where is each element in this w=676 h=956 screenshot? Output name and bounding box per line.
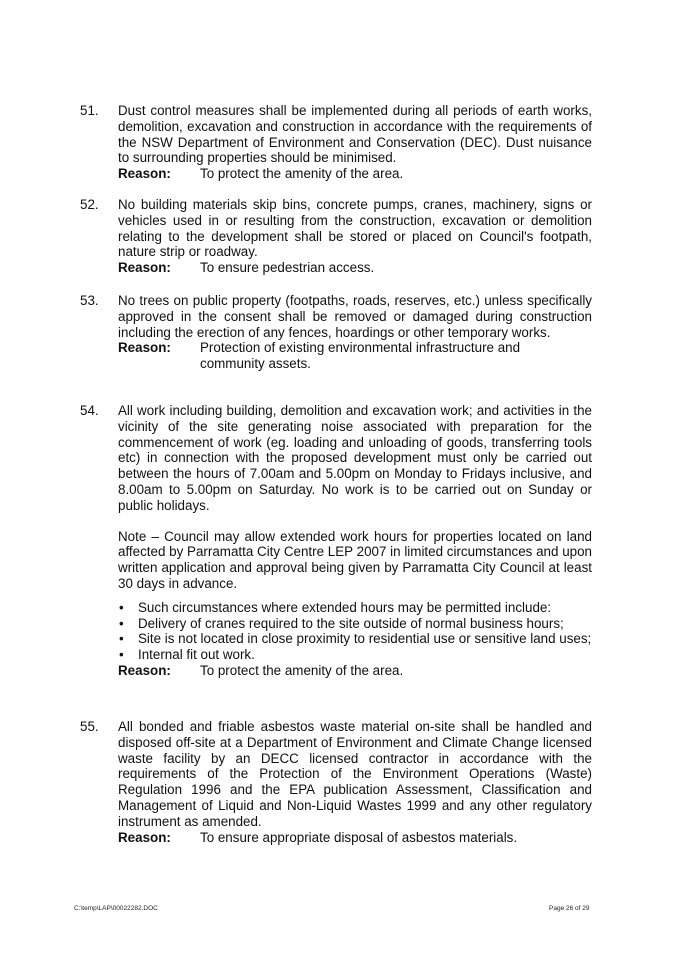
list-item [118,647,592,663]
reason-label: Reason: [118,166,171,182]
bullet-icon: • [119,615,124,631]
condition-number: 52. [80,197,99,212]
reason-label: Reason: [118,260,171,276]
condition-51 [80,103,592,182]
condition-text: No building materials skip bins, concrete pumps, cranes, machinery, signs or vehicles used in or resulting from the construction, excavation or demolition relating to the development shall be stored or placed on Council's footpath, nature strip or roadway. [118,197,592,260]
bullet-text: Such circumstances where extended hours may be permitted include: [138,599,552,615]
condition-text: All work including building, demolition and excavation work; and activities in the vicinity of the site generating noise associated with preparation for the commencement of work (eg. loading and unloading of goods, transferring tools etc) in connection with the proposed development must only be carried out between the hours of 7.00am and 5.00pm on Monday to Fridays inclusive, and 8.00am to 5.00pm on Saturday. No work is to be carried out on Sunday or public holidays. [118,403,592,513]
condition-52 [80,197,592,276]
bullet-icon: • [119,599,124,615]
reason-text: To ensure pedestrian access. [200,260,375,276]
reason-text: To protect the amenity of the area. [200,662,404,678]
bullet-text: Site is not located in close proximity to residential use or sensitive land uses; [138,631,592,647]
condition-text: No trees on public property (footpaths, roads, reserves, etc.) unless specifically approved in the consent shall be removed or damaged during construction including the erection of any fences, hoardings or other temporary works. [118,293,592,340]
condition-number: 51. [80,103,99,118]
reason-line [118,340,592,372]
condition-number: 55. [80,719,99,734]
reason-label: Reason: [118,340,171,356]
condition-note: Note – Council may allow extended work hours for properties located on land affected by Parramatta City Centre LEP 2007 in limited circumstances and upon written application and approval being given by Parramatta City Council at least 30 days in advance. [118,528,592,591]
reason-text: To protect the amenity of the area. [200,166,404,182]
reason-line [118,166,592,182]
footer-file-path: C:\temp\LAP\00022282.DOC [74,905,158,912]
reason-text: Protection of existing environmental infrastructure and community assets. [200,340,521,372]
list-item [118,600,592,616]
reason-label: Reason: [118,829,171,845]
reason-line [118,830,592,846]
bullet-text: Delivery of cranes required to the site outside of normal business hours; [138,615,564,631]
reason-line [118,260,592,276]
list-item [118,631,592,647]
list-item [118,616,592,632]
condition-text: All bonded and friable asbestos waste material on-site shall be handled and disposed off-site at a Department of Environment and Climate Change licensed waste facility by an DECC licensed contractor in accordance with the requirements of the Protection of the Environment Operations (Waste) Regulation 1996 and the EPA publication Assessment, Classification and Management of Liquid and Non-Liquid Wastes 1999 and any other regulatory instrument as amended. [118,719,592,829]
condition-number: 53. [80,293,99,308]
reason-text: To ensure appropriate disposal of asbestos materials. [200,829,518,845]
bullet-text: Internal fit out work. [138,647,255,663]
condition-text: Dust control measures shall be implemented during all periods of earth works, demolition, excavation and construction in accordance with the requirements of the NSW Department of Environment and Conservation (DEC). Dust nuisance to surrounding properties should be minimised. [118,103,592,166]
condition-number: 54. [80,403,99,418]
bullet-icon: • [119,647,124,663]
reason-line [118,663,592,679]
reason-label: Reason: [118,662,171,678]
condition-53 [80,293,592,372]
bullet-list [118,600,592,663]
condition-54 [80,403,592,679]
condition-55 [80,719,592,845]
footer-page-number: Page 26 of 29 [549,905,590,912]
bullet-icon: • [119,631,124,647]
